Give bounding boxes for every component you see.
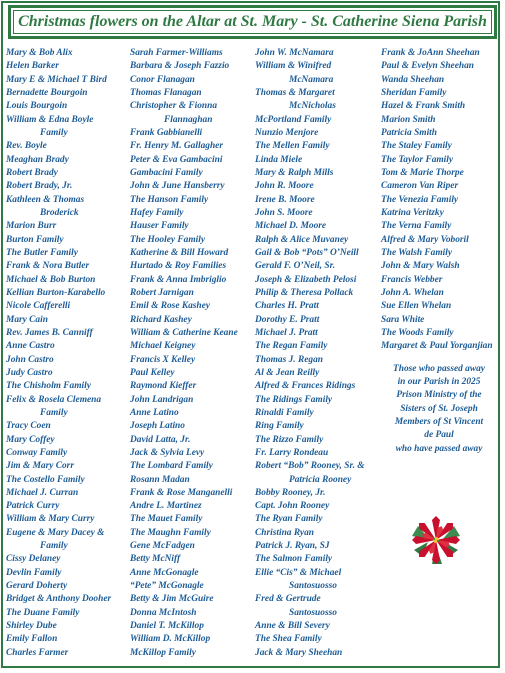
name-entry: Thomas J. Regan [255,354,323,365]
name-entry: The Shea Family [255,634,322,645]
name-entry: Anne & Bill Severy [255,621,330,632]
name-entry: Sheridan Family [381,87,447,98]
name-entry: Frank & JoAnn Sheehan [381,48,480,58]
name-entry: John S. Moore [255,207,313,218]
name-entry: Frank & Nora Butler [6,261,90,272]
name-entry: Ellie “Cis” & Michael [255,567,342,578]
page-title: Christmas flowers on the Altar at St. Mary - St. Catherine Siena Parish [18,13,487,30]
name-entry: Alfred & Mary Voboril [381,234,469,245]
name-entry: The Mauet Family [130,514,203,525]
name-entry: The Duane Family [6,607,80,618]
name-entry: Betty & Jim McGuire [130,594,214,605]
name-entry: Hafey Family [130,207,184,218]
name-entry: Louis Bourgoin [6,101,68,112]
name-entry: Kellian Burton-Karabello [6,287,106,298]
name-entry: The Hanson Family [130,194,209,205]
name-entry: Hazel & Frank Smith [381,101,466,112]
name-entry: Emily Fallon [6,634,58,645]
name-entry: Charles Farmer [6,647,69,658]
name-entry: Raymond Kieffer [130,381,197,392]
name-entry: Emil & Rose Kashey [130,301,210,312]
name-entry: Anne Castro [6,341,55,352]
name-entry: Anne Latino [130,407,179,418]
name-entry: Judy Castro [6,367,53,378]
name-entry: Robert Brady, Jr. [6,181,73,192]
name-entry: John A. Whelan [381,287,444,298]
name-entry: William & Catherine Keane [130,327,238,338]
name-entry: The Ridings Family [255,394,333,405]
name-entry: Mary E & Michael T Bird [6,74,107,85]
poinsettia-icon [410,514,462,570]
name-entry: Michael Keigney [130,341,196,352]
name-entry: Andre L. Martinez [130,501,202,512]
memorial-note-line: Prison Ministry of the [396,390,482,401]
name-entry: Robert “Bob” Rooney, Sr. & [255,461,365,472]
name-entry: The Taylor Family [381,154,454,165]
name-entry: Michael J. Curran [6,487,79,498]
name-entry: Sue Ellen Whelan [381,301,452,312]
name-entry: John & Mary Walsh [381,261,460,272]
name-entry: Francis Webber [381,274,443,285]
name-entry: Family [40,541,68,552]
name-entry: Santosuosso [289,581,337,592]
name-entry: Conor Flanagan [130,74,195,85]
name-entry: The Salmon Family [255,554,333,565]
name-entry: Kathleen & Thomas [6,194,85,205]
memorial-note [381,363,497,456]
name-entry: Gambacini Family [130,167,203,178]
name-entry: Rev. James B. Canniff [6,327,93,338]
name-entry: The Mellen Family [255,141,330,152]
name-entry: Eugene & Mary Dacey & [6,527,105,538]
name-entry: Fr. Larry Rondeau [255,447,329,458]
name-entry: Rosann Madan [130,474,190,485]
name-entry: The Staley Family [381,141,452,152]
name-entry: Felix & Rosela Clemena [6,394,102,405]
name-entry: Anne McGonagle [130,567,199,578]
name-entry: Gerald F. O’Neil, Sr. [255,261,336,272]
name-column-1 [6,47,130,660]
name-entry: The Chisholm Family [6,381,91,392]
name-entry: Frank & Rose Manganelli [130,487,233,498]
name-entry: Flannaghan [164,114,213,125]
name-entry: Marion Burr [6,221,57,232]
name-entry: Michael & Bob Burton [6,274,96,285]
name-entry: The Costello Family [6,474,85,485]
memorial-note-line: de Paul [424,430,454,441]
name-entry: Gerard Doherty [6,581,68,592]
name-entry: Patrick J. Ryan, SJ [255,541,330,552]
memorial-note-line: Members of St Vincent [394,416,484,427]
name-entry: Tracy Coen [6,421,51,432]
name-entry: Gene McFadgen [130,541,195,552]
name-entry: Francis X Kelley [130,354,196,365]
name-entry: Mary Coffey [6,434,55,445]
memorial-note-line: in our Parish in 2025 [397,376,481,387]
title-banner [8,5,497,39]
name-entry: Philip & Theresa Pollack [255,287,354,298]
name-entry: Family [40,407,68,418]
name-entry: Dorothy E. Pratt [255,314,320,325]
name-entry: Mary & Ralph Mills [255,167,334,178]
name-entry: Hauser Family [130,221,189,232]
name-entry: Capt. John Rooney [255,501,330,512]
name-entry: David Latta, Jr. [130,434,191,445]
name-entry: Donna McIntosh [130,607,197,618]
name-entry: William D. McKillop [130,634,211,645]
name-entry: Patricia Rooney [289,474,352,485]
name-entry: Betty McNiff [130,554,181,565]
name-entry: Sara White [381,314,425,325]
name-entry: Bridget & Anthony Dooher [6,594,112,605]
name-entry: Cameron Van Riper [381,181,459,192]
name-entry: Katherine & Bill Howard [130,247,229,258]
name-entry: Joseph Latino [130,421,185,432]
name-entry: The Walsh Family [381,247,453,258]
name-column-2 [130,47,254,660]
name-entry: Family [40,127,68,138]
name-entry: Linda Miele [255,154,303,165]
name-entry: Tom & Marie Thorpe [381,167,464,178]
name-entry: The Woods Family [381,327,454,338]
name-entry: The Hooley Family [130,234,205,245]
name-entry: Barbara & Joseph Fazzio [130,61,230,72]
name-entry: McNicholas [289,101,336,112]
name-entry: Patrick Curry [6,501,60,512]
name-entry: Nicole Cafferelli [6,301,71,312]
name-entry: Helen Barker [6,61,59,72]
name-entry: Michael J. Pratt [255,327,318,338]
name-entry: Mary & Bob Alix [6,48,73,58]
name-entry: Bobby Rooney, Jr. [255,487,326,498]
name-entry: William & Mary Curry [6,514,95,525]
name-entry: Jack & Sylvia Levy [130,447,205,458]
name-entry: Meaghan Brady [6,154,69,165]
memorial-note-line: Sisters of St. Joseph [400,403,478,414]
name-entry: Robert Jarnigan [130,287,194,298]
name-entry: Thomas Flanagan [130,87,202,98]
name-column-3 [255,47,379,660]
name-entry: John W. McNamara [255,48,334,58]
name-entry: Bernadette Bourgoin [6,87,88,98]
name-entry: Devlin Family [6,567,62,578]
name-entry: Peter & Eva Gambacini [130,154,223,165]
name-entry: Katrina Veritzky [381,207,444,218]
name-entry: Broderick [40,207,79,218]
name-column-4 [381,47,505,456]
name-entry: Irene B. Moore [255,194,315,205]
name-column-4-list [381,47,505,354]
memorial-note-line: Those who passed away [393,363,485,374]
name-entry: Wanda Sheehan [381,74,445,85]
name-entry: Robert Brady [6,167,58,178]
name-entry: Rinaldi Family [255,407,314,418]
name-entry: McKillop Family [130,647,196,658]
name-entry: Christopher & Fionna [130,101,218,112]
name-entry: Mary Cain [6,314,48,325]
name-entry: Paul & Evelyn Sheehan [381,61,474,72]
name-entry: Patricia Smith [381,127,437,138]
name-entry: Rev. Boyle [6,141,47,152]
name-entry: Burton Family [6,234,64,245]
name-entry: Fred & Gertrude [255,594,321,605]
name-entry: Daniel T. McKillop [130,621,204,632]
name-entry: Santosuosso [289,607,337,618]
name-entry: John R. Moore [255,181,314,192]
memorial-note-line: who have passed away [395,443,483,454]
name-entry: Ralph & Alice Muvaney [255,234,349,245]
name-entry: “Pete” McGonagle [130,581,204,592]
name-entry: Al & Jean Reilly [255,367,320,378]
name-entry: William & Edna Boyle [6,114,94,125]
name-entry: Gail & Bob “Pots” O’Neill [255,247,359,258]
name-entry: The Butler Family [6,247,78,258]
name-entry: Frank & Anna Imbriglio [130,274,227,285]
name-entry: John Castro [6,354,54,365]
name-entry: Cissy Delaney [6,554,61,565]
name-entry: Fr. Henry M. Gallagher [130,141,223,152]
name-entry: William & Winifred [255,61,332,72]
name-entry: The Venezia Family [381,194,459,205]
name-entry: McPortland Family [255,114,332,125]
name-entry: The Ryan Family [255,514,323,525]
name-entry: John & June Hansberry [130,181,225,192]
name-entry: The Rizzo Family [255,434,324,445]
name-entry: Nunzio Menjore [255,127,319,138]
name-entry: Paul Kelley [130,367,175,378]
name-entry: Sarah Farmer-Williams [130,48,223,58]
name-entry: Richard Kashey [130,314,192,325]
name-entry: Jim & Mary Corr [6,461,74,472]
name-entry: The Regan Family [255,341,328,352]
name-entry: Frank Gabbianelli [130,127,203,138]
name-entry: McNamara [289,74,334,85]
name-entry: Conway Family [6,447,68,458]
name-entry: Thomas & Margaret [255,87,335,98]
name-entry: The Maughn Family [130,527,211,538]
name-entry: Jack & Mary Sheehan [255,647,343,658]
name-entry: The Verna Family [381,221,452,232]
name-entry: Hurtado & Roy Families [130,261,227,272]
name-entry: Shirley Dube [6,621,57,632]
name-entry: Marion Smith [381,114,436,125]
name-entry: Christina Ryan [255,527,314,538]
name-entry: Margaret & Paul Yorganjian [381,341,493,352]
name-entry: Charles H. Pratt [255,301,319,312]
name-entry: Michael D. Moore [255,221,327,232]
name-entry: John Landrigan [130,394,194,405]
name-entry: The Lombard Family [130,461,213,472]
name-entry: Alfred & Frances Ridings [255,381,356,392]
name-entry: Ring Family [255,421,304,432]
name-entry: Joseph & Elizabeth Pelosi [255,274,357,285]
